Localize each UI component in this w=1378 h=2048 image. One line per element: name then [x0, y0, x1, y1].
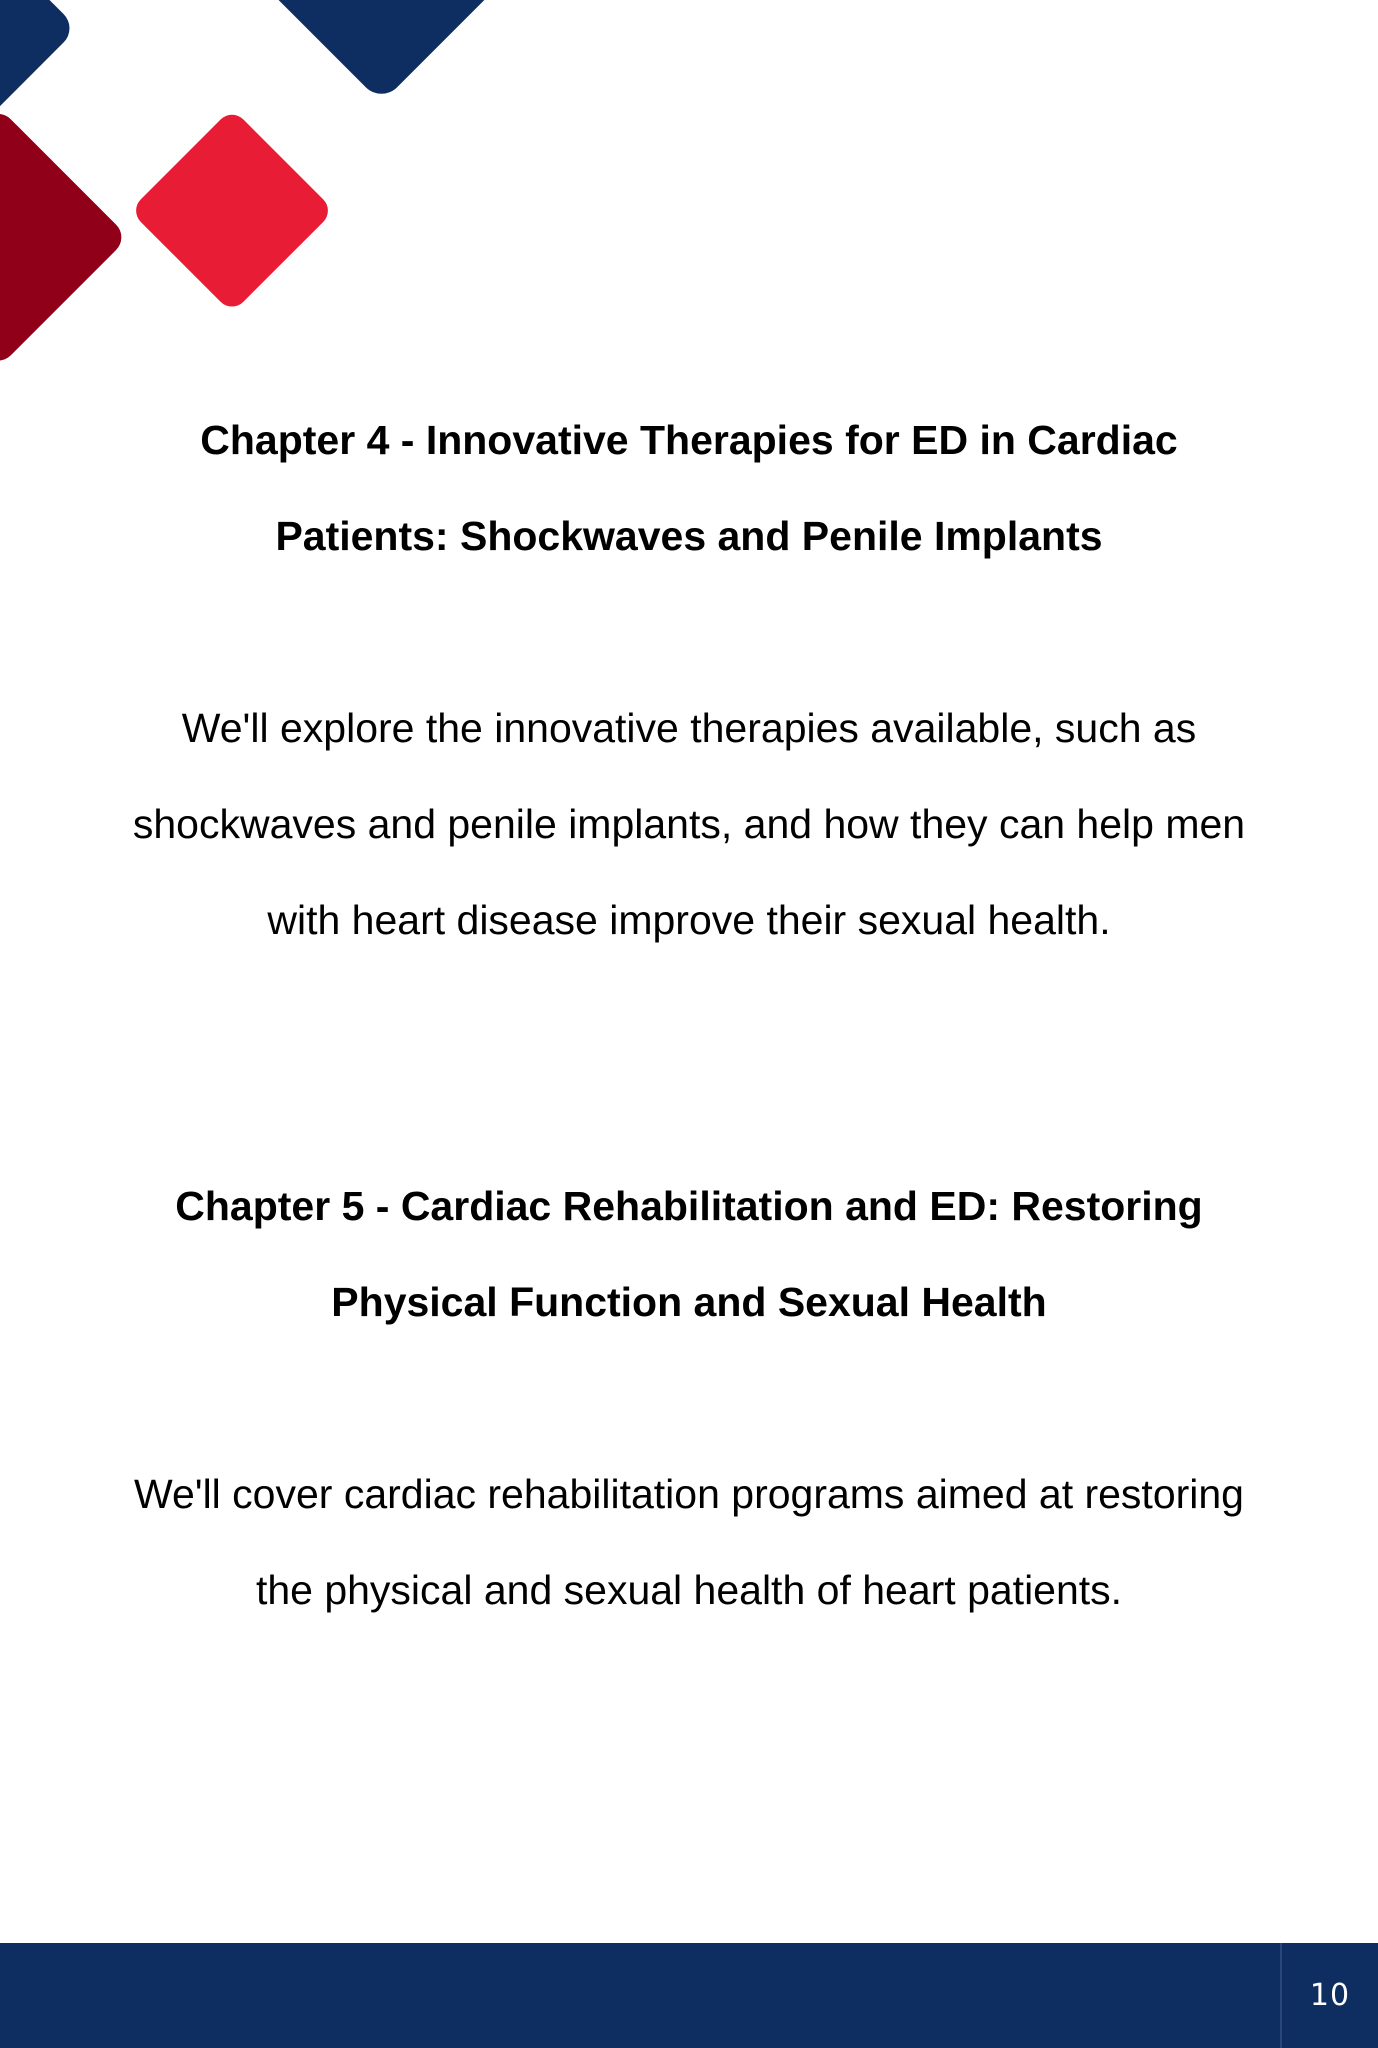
navy-diamond-right	[219, 0, 500, 103]
chapter-4-description: We'll explore the innovative therapies available, such as shockwaves and penile implants, and how they can help men with heart disease improve their sexual health.	[132, 705, 1246, 943]
page-number: 10	[1309, 1978, 1351, 2013]
dark-red-diamond	[0, 106, 129, 368]
bright-red-diamond	[129, 108, 334, 313]
chapter-5-description: We'll cover cardiac rehabilitation programs aimed at restoring the physical and sexual health of heart patients.	[133, 1471, 1244, 1613]
chapter-4-heading: Chapter 4 - Innovative Therapies for ED in Cardiac Patients: Shockwaves and Penile Implants	[200, 417, 1178, 559]
chapter-5-heading: Chapter 5 - Cardiac Rehabilitation and ED: Restoring Physical Function and Sexual Health	[175, 1183, 1203, 1325]
footer-bar	[0, 1943, 1378, 2048]
corner-decoration	[0, 0, 500, 450]
page-number-box	[1280, 1943, 1378, 2048]
